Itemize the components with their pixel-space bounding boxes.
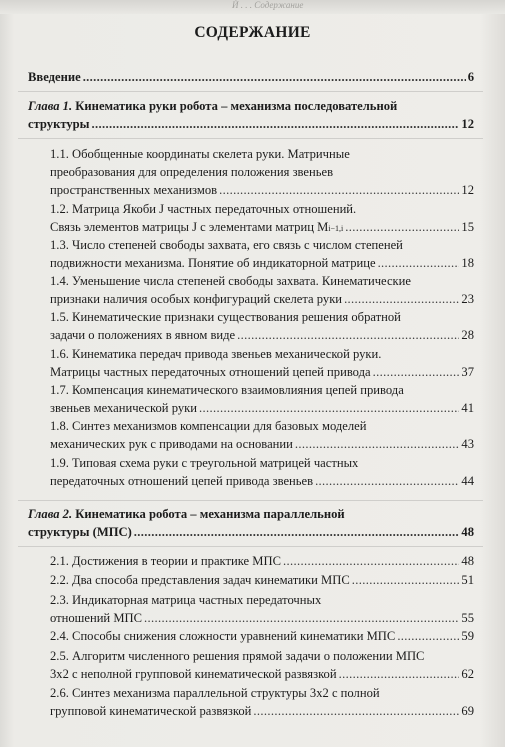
item-text: Матрицы частных передаточных отношений цепей привода <box>50 364 371 379</box>
leader-dots <box>144 610 459 628</box>
divider <box>18 91 483 92</box>
toc-intro[interactable] <box>28 68 474 86</box>
leader-dots <box>339 666 460 684</box>
item-page: 15 <box>461 219 474 234</box>
bleed-text: Ѝ . . . Содержание <box>232 0 304 10</box>
toc-item-2-2[interactable] <box>50 572 474 590</box>
item-page: 12 <box>461 182 474 197</box>
toc-chapter-2[interactable] <box>28 505 474 541</box>
leader-dots <box>352 572 460 590</box>
item-text: групповой кинематической развязкой <box>50 703 252 718</box>
leader-dots <box>344 291 459 309</box>
chapter-2-number: Глава 2. <box>28 507 73 521</box>
toc-item-1-4[interactable] <box>50 273 474 309</box>
item-text: 2.1. Достижения в теории и практике МПС <box>50 554 281 568</box>
item-text: 2.2. Два способа представления задач кинематики МПС <box>50 573 350 587</box>
item-text: 1.1. Обобщенные координаты скелета руки. Матричные <box>50 147 350 161</box>
page-title: СОДЕРЖАНИЕ <box>194 24 311 41</box>
toc-item-2-3[interactable] <box>50 592 474 628</box>
item-text: 2.3. Индикаторная матрица частных передаточных <box>50 593 322 607</box>
item-text: признаки наличия особых конфигураций скелета руки <box>50 291 343 306</box>
item-text: 1.6. Кинематика передач привода звеньев механической руки. <box>50 347 382 361</box>
item-page: 59 <box>461 629 474 643</box>
leader-dots <box>295 436 460 454</box>
item-page: 37 <box>461 364 474 379</box>
item-page: 18 <box>461 255 474 270</box>
toc-chapter-1[interactable] <box>28 97 474 133</box>
item-text: пространственных механизмов <box>50 182 218 197</box>
leader-dots <box>134 523 460 541</box>
chapter-1-title-line1: Кинематика руки робота – механизма последовательной <box>75 99 398 113</box>
toc-item-2-1[interactable] <box>50 553 474 571</box>
leader-dots <box>373 364 460 382</box>
leader-dots <box>219 182 459 200</box>
top-bleed-strip <box>0 0 505 14</box>
item-text: Связь элементов матрицы J с элементами матриц M <box>50 219 329 234</box>
leader-dots <box>378 255 460 273</box>
toc-item-1-7[interactable] <box>50 382 474 418</box>
toc-item-1-2[interactable] <box>50 201 474 238</box>
leader-dots <box>253 703 459 721</box>
toc-item-2-4[interactable] <box>50 628 474 646</box>
toc-item-1-1[interactable] <box>50 146 474 199</box>
item-page: 62 <box>461 666 474 681</box>
item-page: 44 <box>461 473 474 488</box>
item-text: 1.7. Компенсация кинематического взаимовлияния цепей привода <box>50 383 404 397</box>
intro-label: Введение <box>28 70 81 84</box>
leader-dots <box>199 400 459 418</box>
toc-item-1-6[interactable] <box>50 346 474 382</box>
item-page: 55 <box>461 610 474 625</box>
item-text: 2.5. Алгоритм численного решения прямой задачи о положении МПС <box>50 649 425 663</box>
item-text: подвижности механизма. Понятие об индикаторной матрице <box>50 255 376 270</box>
item-page: 48 <box>461 554 474 568</box>
matrix-subscript: i−1,i <box>328 223 344 233</box>
item-text: 1.9. Типовая схема руки с треугольной матрицей частных <box>50 456 359 470</box>
leader-dots <box>91 115 459 133</box>
toc-item-1-9[interactable] <box>50 455 474 491</box>
toc-item-1-3[interactable] <box>50 237 474 273</box>
item-text: задачи о положениях в явном виде <box>50 327 236 342</box>
item-text: 2.4. Способы снижения сложности уравнений кинематики МПС <box>50 629 396 643</box>
toc-item-2-5[interactable] <box>50 648 474 684</box>
toc-item-1-5[interactable] <box>50 309 474 345</box>
item-page: 41 <box>461 400 474 415</box>
item-page: 28 <box>461 327 474 342</box>
item-text: 1.4. Уменьшение числа степеней свободы захвата. Кинематические <box>50 274 411 288</box>
item-text: преобразования для определения положения звеньев <box>50 164 334 179</box>
item-page: 69 <box>461 703 474 718</box>
chapter-2-title-line2: структуры (МПС) <box>28 525 132 539</box>
leader-dots <box>283 553 459 571</box>
leader-dots <box>397 628 459 646</box>
item-page: 51 <box>461 573 474 587</box>
leader-dots <box>83 68 466 86</box>
divider <box>18 500 483 501</box>
item-text: 2.6. Синтез механизма параллельной структуры 3х2 с полной <box>50 686 380 700</box>
item-text: передаточных отношений цепей привода звеньев <box>50 473 314 488</box>
chapter-1-number: Глава 1. <box>28 99 73 113</box>
chapter-1-title-line2: структуры <box>28 117 90 131</box>
item-text: 1.8. Синтез механизмов компенсации для базовых моделей <box>50 419 367 433</box>
toc-item-1-8[interactable] <box>50 418 474 454</box>
item-text: 1.3. Число степеней свободы захвата, его связь с числом степеней <box>50 238 403 252</box>
item-page: 43 <box>461 436 474 451</box>
chapter-2-page: 48 <box>461 525 474 539</box>
item-text: механических рук с приводами на основании <box>50 436 293 451</box>
divider <box>18 546 483 547</box>
item-text: 1.2. Матрица Якоби J частных передаточных отношений. <box>50 202 357 216</box>
intro-page: 6 <box>467 70 474 84</box>
item-text: отношений МПС <box>50 610 143 625</box>
leader-dots <box>315 473 459 491</box>
chapter-1-page: 12 <box>461 117 474 131</box>
chapter-2-title-line1: Кинематика робота – механизма параллельной <box>75 507 345 521</box>
leader-dots <box>237 327 459 345</box>
toc-item-2-6[interactable] <box>50 685 474 721</box>
item-text: 3х2 с неполной групповой кинематической развязкой <box>50 666 337 681</box>
item-text: 1.5. Кинематические признаки существования решения обратной <box>50 310 401 324</box>
leader-dots <box>345 219 459 237</box>
item-text: звеньев механической руки <box>50 400 197 415</box>
item-page: 23 <box>461 291 474 306</box>
divider <box>18 138 483 139</box>
